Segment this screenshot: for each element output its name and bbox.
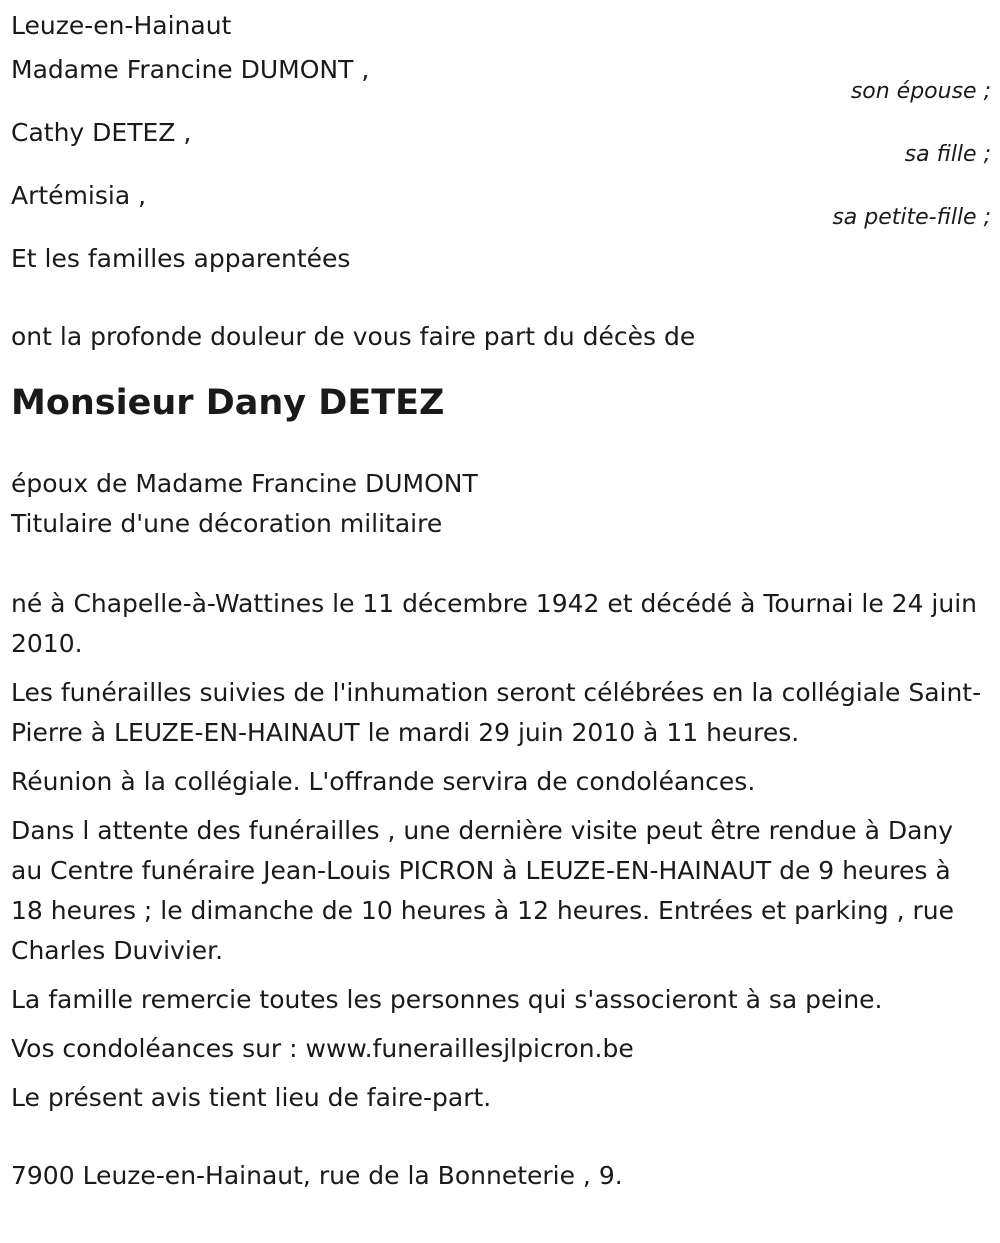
reunion-paragraph: Réunion à la collégiale. L'offrande servira de condoléances. — [11, 767, 756, 796]
family-member-daughter — [11, 113, 991, 176]
obituary-notice — [11, 6, 991, 1196]
family-member-spouse — [11, 50, 991, 113]
family-member-relation: son épouse ; — [850, 79, 991, 104]
notice-paragraph: Le présent avis tient lieu de faire-part. — [11, 1083, 492, 1112]
family-member-granddaughter — [11, 176, 991, 239]
location-heading: Leuze-en-Hainaut — [11, 11, 232, 40]
family-member-name: Madame Francine DUMONT , — [11, 55, 370, 84]
deceased-name: Monsieur Dany DETEZ — [11, 383, 445, 423]
visit-paragraph: Dans l attente des funérailles , une dernière visite peut être rendue à Dany au Centre funéraire Jean-Louis PICRON à LEUZE-EN-HAINAUT de 9 heures à 18 heures ; le dimanche de 10 heures à 12 heures. Entrées et parking , rue Charles Duvivier. — [11, 816, 955, 965]
birth-death-text: né à Chapelle-à-Wattines le 11 décembre 1942 et décédé à Tournai le 24 juin 2010. — [11, 589, 978, 658]
family-member-name: Artémisia , — [11, 181, 147, 210]
families-line: Et les familles apparentées — [11, 244, 351, 273]
detail-decoration: Titulaire d'une décoration militaire — [11, 509, 443, 538]
announcement-text: ont la profonde douleur de vous faire part du décès de — [11, 322, 696, 351]
thanks-paragraph: La famille remercie toutes les personnes qui s'associeront à sa peine. — [11, 985, 883, 1014]
funeral-paragraph: Les funérailles suivies de l'inhumation seront célébrées en la collégiale Saint-Pierre à LEUZE-EN-HAINAUT le mardi 29 juin 2010 à 11 heures. — [11, 678, 982, 747]
family-member-name: Cathy DETEZ , — [11, 118, 192, 147]
condolences-paragraph: Vos condoléances sur : www.funeraillesjlpicron.be — [11, 1034, 634, 1063]
detail-spouse: époux de Madame Francine DUMONT — [11, 469, 478, 498]
address-line: 7900 Leuze-en-Hainaut, rue de la Bonneterie , 9. — [11, 1161, 623, 1190]
family-member-relation: sa fille ; — [904, 142, 991, 167]
family-member-relation: sa petite-fille ; — [832, 205, 991, 230]
